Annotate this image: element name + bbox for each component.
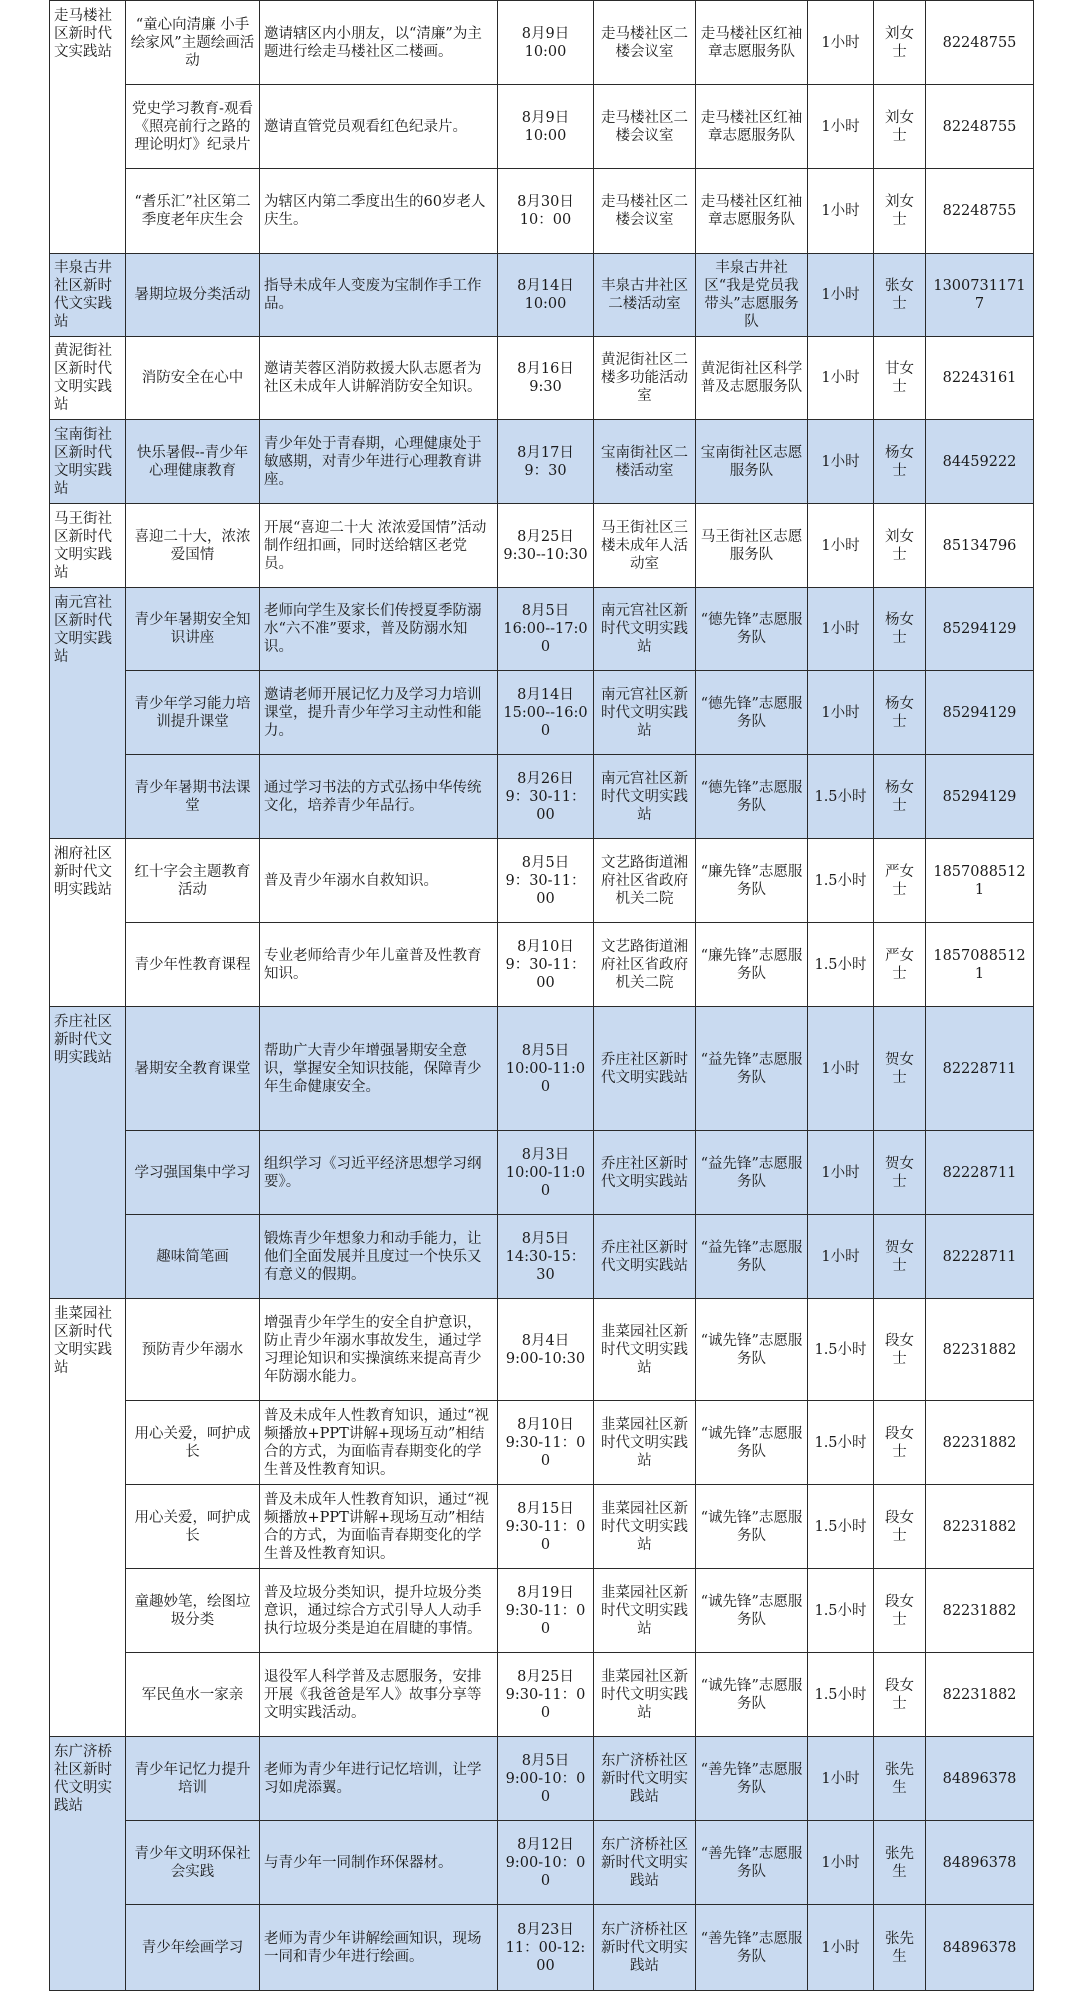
duration-cell: 1.5小时 xyxy=(808,1401,874,1485)
location-cell: 走马楼社区二楼会议室 xyxy=(594,1,696,85)
table-row xyxy=(50,1215,1034,1299)
table-row xyxy=(50,1737,1034,1821)
description-cell: 老师为青少年讲解绘画知识，现场一同和青少年进行绘画。 xyxy=(260,1905,498,1991)
team-cell: “善先锋”志愿服务队 xyxy=(696,1737,808,1821)
duration-cell: 1.5小时 xyxy=(808,839,874,923)
time-cell: 8月4日 9:00-10:30 xyxy=(498,1299,594,1401)
time-cell: 8月25日 9:30--10:30 xyxy=(498,504,594,588)
team-cell: “诚先锋”志愿服务队 xyxy=(696,1401,808,1485)
location-cell: 文艺路街道湘府社区省政府机关二院 xyxy=(594,923,696,1007)
description-cell: 组织学习《习近平经济思想学习纲要》。 xyxy=(260,1131,498,1215)
site-name-cell: 韭菜园社区新时代文明实践站 xyxy=(50,1299,126,1737)
activity-cell: 消防安全在心中 xyxy=(126,337,260,420)
description-cell: 开展“喜迎二十大 浓浓爱国情”活动制作纽扣画，同时送给辖区老党员。 xyxy=(260,504,498,588)
contact-cell: 段女士 xyxy=(874,1401,926,1485)
duration-cell: 1.5小时 xyxy=(808,1299,874,1401)
table-row xyxy=(50,755,1034,839)
table-row xyxy=(50,588,1034,671)
duration-cell: 1.5小时 xyxy=(808,1653,874,1737)
time-cell: 8月23日 11：00-12:00 xyxy=(498,1905,594,1991)
table-row xyxy=(50,1007,1034,1131)
location-cell: 韭菜园社区新时代文明实践站 xyxy=(594,1485,696,1569)
team-cell: “廉先锋”志愿服务队 xyxy=(696,839,808,923)
table-row xyxy=(50,420,1034,504)
description-cell: 通过学习书法的方式弘扬中华传统文化，培养青少年品行。 xyxy=(260,755,498,839)
location-cell: 韭菜园社区新时代文明实践站 xyxy=(594,1653,696,1737)
team-cell: “益先锋”志愿服务队 xyxy=(696,1007,808,1131)
time-cell: 8月12日 9:00-10：00 xyxy=(498,1821,594,1905)
contact-cell: 段女士 xyxy=(874,1485,926,1569)
table-row xyxy=(50,1653,1034,1737)
team-cell: “廉先锋”志愿服务队 xyxy=(696,923,808,1007)
time-cell: 8月5日 10:00-11:00 xyxy=(498,1007,594,1131)
phone-cell: 82231882 xyxy=(926,1569,1034,1653)
time-cell: 8月3日 10:00-11:00 xyxy=(498,1131,594,1215)
table-row xyxy=(50,254,1034,337)
contact-cell: 张先生 xyxy=(874,1821,926,1905)
duration-cell: 1小时 xyxy=(808,504,874,588)
activity-cell: 学习强国集中学习 xyxy=(126,1131,260,1215)
activity-cell: 趣味简笔画 xyxy=(126,1215,260,1299)
activity-cell: 青少年记忆力提升培训 xyxy=(126,1737,260,1821)
activity-cell: 青少年暑期书法课堂 xyxy=(126,755,260,839)
team-cell: 走马楼社区红袖章志愿服务队 xyxy=(696,85,808,169)
phone-cell: 13007311717 xyxy=(926,254,1034,337)
activity-cell: 快乐暑假--青少年心理健康教育 xyxy=(126,420,260,504)
contact-cell: 刘女士 xyxy=(874,85,926,169)
activity-cell: 用心关爱，呵护成长 xyxy=(126,1485,260,1569)
time-cell: 8月26日 9：30-11：00 xyxy=(498,755,594,839)
description-cell: 邀请老师开展记忆力及学习力培训课堂，提升青少年学习主动性和能力。 xyxy=(260,671,498,755)
description-cell: 帮助广大青少年增强暑期安全意识，掌握安全知识技能，保障青少年生命健康安全。 xyxy=(260,1007,498,1131)
time-cell: 8月14日 10:00 xyxy=(498,254,594,337)
table-row xyxy=(50,504,1034,588)
description-cell: 锻炼青少年想象力和动手能力，让他们全面发展并且度过一个快乐又有意义的假期。 xyxy=(260,1215,498,1299)
duration-cell: 1小时 xyxy=(808,337,874,420)
duration-cell: 1.5小时 xyxy=(808,755,874,839)
contact-cell: 刘女士 xyxy=(874,169,926,254)
duration-cell: 1小时 xyxy=(808,1215,874,1299)
table-row xyxy=(50,1131,1034,1215)
description-cell: 老师为青少年进行记忆培训，让学习如虎添翼。 xyxy=(260,1737,498,1821)
description-cell: 指导未成年人变废为宝制作手工作品。 xyxy=(260,254,498,337)
activity-cell: 青少年绘画学习 xyxy=(126,1905,260,1991)
site-name-cell: 宝南街社区新时代文明实践站 xyxy=(50,420,126,504)
activity-cell: 军民鱼水一家亲 xyxy=(126,1653,260,1737)
activity-cell: 党史学习教育-观看《照亮前行之路的理论明灯》纪录片 xyxy=(126,85,260,169)
contact-cell: 严女士 xyxy=(874,839,926,923)
time-cell: 8月16日 9:30 xyxy=(498,337,594,420)
site-name-cell: 东广济桥社区新时代文明实践站 xyxy=(50,1737,126,1991)
site-name-cell: 乔庄社区新时代文明实践站 xyxy=(50,1007,126,1299)
location-cell: 韭菜园社区新时代文明实践站 xyxy=(594,1299,696,1401)
location-cell: 文艺路街道湘府社区省政府机关二院 xyxy=(594,839,696,923)
contact-cell: 贺女士 xyxy=(874,1007,926,1131)
team-cell: “德先锋”志愿服务队 xyxy=(696,588,808,671)
team-cell: “诚先锋”志愿服务队 xyxy=(696,1653,808,1737)
team-cell: “善先锋”志愿服务队 xyxy=(696,1821,808,1905)
description-cell: 邀请芙蓉区消防救援大队志愿者为社区未成年人讲解消防安全知识。 xyxy=(260,337,498,420)
activity-cell: 青少年性教育课程 xyxy=(126,923,260,1007)
table-row xyxy=(50,1299,1034,1401)
description-cell: 普及未成年人性教育知识，通过“视频播放+PPT讲解+现场互动”相结合的方式，为面临青春期变化的学生普及性教育知识。 xyxy=(260,1401,498,1485)
time-cell: 8月5日 16:00--17:00 xyxy=(498,588,594,671)
description-cell: 邀请辖区内小朋友，以“清廉”为主题进行绘走马楼社区二楼画。 xyxy=(260,1,498,85)
team-cell: “诚先锋”志愿服务队 xyxy=(696,1485,808,1569)
phone-cell: 18570885121 xyxy=(926,839,1034,923)
activity-cell: 青少年文明环保社会实践 xyxy=(126,1821,260,1905)
contact-cell: 段女士 xyxy=(874,1299,926,1401)
description-cell: 专业老师给青少年儿童普及性教育知识。 xyxy=(260,923,498,1007)
activity-cell: 红十字会主题教育活动 xyxy=(126,839,260,923)
duration-cell: 1小时 xyxy=(808,254,874,337)
table-body xyxy=(50,1,1034,1991)
description-cell: 普及垃圾分类知识，提升垃圾分类意识，通过综合方式引导人人动手执行垃圾分类是迫在眉睫的事情。 xyxy=(260,1569,498,1653)
activity-cell: “童心向清廉 小手绘家风”主题绘画活动 xyxy=(126,1,260,85)
contact-cell: 杨女士 xyxy=(874,588,926,671)
site-name-cell: 马王街社区新时代文明实践站 xyxy=(50,504,126,588)
site-name-cell: 湘府社区新时代文明实践站 xyxy=(50,839,126,1007)
team-cell: “善先锋”志愿服务队 xyxy=(696,1905,808,1991)
location-cell: 韭菜园社区新时代文明实践站 xyxy=(594,1569,696,1653)
location-cell: 宝南街社区二楼活动室 xyxy=(594,420,696,504)
phone-cell: 82248755 xyxy=(926,169,1034,254)
table-row xyxy=(50,337,1034,420)
contact-cell: 贺女士 xyxy=(874,1131,926,1215)
phone-cell: 85294129 xyxy=(926,671,1034,755)
phone-cell: 84896378 xyxy=(926,1905,1034,1991)
table-row xyxy=(50,923,1034,1007)
activity-schedule-table xyxy=(49,0,1034,1991)
description-cell: 退役军人科学普及志愿服务，安排开展《我爸爸是军人》故事分享等文明实践活动。 xyxy=(260,1653,498,1737)
location-cell: 南元宫社区新时代文明实践站 xyxy=(594,755,696,839)
time-cell: 8月30日 10：00 xyxy=(498,169,594,254)
team-cell: “诚先锋”志愿服务队 xyxy=(696,1569,808,1653)
phone-cell: 85294129 xyxy=(926,755,1034,839)
contact-cell: 杨女士 xyxy=(874,755,926,839)
activity-cell: 暑期安全教育课堂 xyxy=(126,1007,260,1131)
team-cell: “德先锋”志愿服务队 xyxy=(696,671,808,755)
team-cell: 宝南街社区志愿服务队 xyxy=(696,420,808,504)
location-cell: 南元宫社区新时代文明实践站 xyxy=(594,588,696,671)
duration-cell: 1小时 xyxy=(808,1905,874,1991)
description-cell: 邀请直管党员观看红色纪录片。 xyxy=(260,85,498,169)
phone-cell: 85134796 xyxy=(926,504,1034,588)
contact-cell: 刘女士 xyxy=(874,1,926,85)
table-row xyxy=(50,1905,1034,1991)
activity-cell: 预防青少年溺水 xyxy=(126,1299,260,1401)
phone-cell: 82228711 xyxy=(926,1215,1034,1299)
phone-cell: 82231882 xyxy=(926,1299,1034,1401)
duration-cell: 1小时 xyxy=(808,1737,874,1821)
description-cell: 普及未成年人性教育知识，通过“视频播放+PPT讲解+现场互动”相结合的方式，为面临青春期变化的学生普及性教育知识。 xyxy=(260,1485,498,1569)
phone-cell: 82231882 xyxy=(926,1653,1034,1737)
site-name-cell: 黄泥街社区新时代文明实践站 xyxy=(50,337,126,420)
contact-cell: 甘女士 xyxy=(874,337,926,420)
activity-cell: 暑期垃圾分类活动 xyxy=(126,254,260,337)
contact-cell: 刘女士 xyxy=(874,504,926,588)
time-cell: 8月14日 15:00--16:00 xyxy=(498,671,594,755)
phone-cell: 82248755 xyxy=(926,1,1034,85)
phone-cell: 18570885121 xyxy=(926,923,1034,1007)
location-cell: 黄泥街社区二楼多功能活动室 xyxy=(594,337,696,420)
phone-cell: 82228711 xyxy=(926,1131,1034,1215)
phone-cell: 82248755 xyxy=(926,85,1034,169)
time-cell: 8月5日 9:00-10：00 xyxy=(498,1737,594,1821)
description-cell: 老师向学生及家长们传授夏季防溺水“六不准”要求，普及防溺水知识。 xyxy=(260,588,498,671)
team-cell: 丰泉古井社区“我是党员我带头”志愿服务队 xyxy=(696,254,808,337)
activity-cell: 童趣妙笔，绘图垃圾分类 xyxy=(126,1569,260,1653)
duration-cell: 1小时 xyxy=(808,420,874,504)
activity-cell: “耆乐汇”社区第二季度老年庆生会 xyxy=(126,169,260,254)
team-cell: 黄泥街社区科学普及志愿服务队 xyxy=(696,337,808,420)
duration-cell: 1小时 xyxy=(808,1131,874,1215)
duration-cell: 1小时 xyxy=(808,85,874,169)
location-cell: 乔庄社区新时代文明实践站 xyxy=(594,1131,696,1215)
time-cell: 8月19日 9:30-11：00 xyxy=(498,1569,594,1653)
location-cell: 东广济桥社区新时代文明实践站 xyxy=(594,1737,696,1821)
duration-cell: 1.5小时 xyxy=(808,1485,874,1569)
phone-cell: 84896378 xyxy=(926,1821,1034,1905)
team-cell: 马王街社区志愿服务队 xyxy=(696,504,808,588)
table-row xyxy=(50,671,1034,755)
phone-cell: 84896378 xyxy=(926,1737,1034,1821)
location-cell: 东广济桥社区新时代文明实践站 xyxy=(594,1905,696,1991)
description-cell: 增强青少年学生的安全自护意识，防止青少年溺水事故发生，通过学习理论知识和实操演练来提高青少年防溺水能力。 xyxy=(260,1299,498,1401)
contact-cell: 严女士 xyxy=(874,923,926,1007)
time-cell: 8月9日 10:00 xyxy=(498,85,594,169)
description-cell: 普及青少年溺水自救知识。 xyxy=(260,839,498,923)
contact-cell: 张女士 xyxy=(874,254,926,337)
location-cell: 乔庄社区新时代文明实践站 xyxy=(594,1215,696,1299)
activity-cell: 喜迎二十大，浓浓爱国情 xyxy=(126,504,260,588)
contact-cell: 贺女士 xyxy=(874,1215,926,1299)
phone-cell: 82231882 xyxy=(926,1401,1034,1485)
site-name-cell: 丰泉古井社区新时代文实践站 xyxy=(50,254,126,337)
time-cell: 8月15日 9:30-11：00 xyxy=(498,1485,594,1569)
contact-cell: 杨女士 xyxy=(874,671,926,755)
table-row xyxy=(50,85,1034,169)
location-cell: 韭菜园社区新时代文明实践站 xyxy=(594,1401,696,1485)
time-cell: 8月5日 14:30-15：30 xyxy=(498,1215,594,1299)
team-cell: “益先锋”志愿服务队 xyxy=(696,1215,808,1299)
time-cell: 8月25日 9:30-11：00 xyxy=(498,1653,594,1737)
team-cell: 走马楼社区红袖章志愿服务队 xyxy=(696,1,808,85)
table-row xyxy=(50,1821,1034,1905)
time-cell: 8月10日 9：30-11：00 xyxy=(498,923,594,1007)
duration-cell: 1小时 xyxy=(808,1821,874,1905)
table-row xyxy=(50,1569,1034,1653)
phone-cell: 82243161 xyxy=(926,337,1034,420)
table-row xyxy=(50,839,1034,923)
duration-cell: 1小时 xyxy=(808,169,874,254)
description-cell: 与青少年一同制作环保器材。 xyxy=(260,1821,498,1905)
time-cell: 8月10日 9:30-11：00 xyxy=(498,1401,594,1485)
activity-cell: 青少年暑期安全知识讲座 xyxy=(126,588,260,671)
contact-cell: 张先生 xyxy=(874,1737,926,1821)
location-cell: 马王街社区三楼未成年人活动室 xyxy=(594,504,696,588)
time-cell: 8月5日 9：30-11：00 xyxy=(498,839,594,923)
table-row xyxy=(50,1485,1034,1569)
team-cell: “德先锋”志愿服务队 xyxy=(696,755,808,839)
location-cell: 乔庄社区新时代文明实践站 xyxy=(594,1007,696,1131)
phone-cell: 82228711 xyxy=(926,1007,1034,1131)
location-cell: 走马楼社区二楼会议室 xyxy=(594,85,696,169)
team-cell: “诚先锋”志愿服务队 xyxy=(696,1299,808,1401)
duration-cell: 1小时 xyxy=(808,671,874,755)
phone-cell: 85294129 xyxy=(926,588,1034,671)
location-cell: 丰泉古井社区二楼活动室 xyxy=(594,254,696,337)
duration-cell: 1小时 xyxy=(808,1007,874,1131)
contact-cell: 张先生 xyxy=(874,1905,926,1991)
table-row xyxy=(50,169,1034,254)
activity-cell: 青少年学习能力培训提升课堂 xyxy=(126,671,260,755)
description-cell: 为辖区内第二季度出生的60岁老人庆生。 xyxy=(260,169,498,254)
phone-cell: 82231882 xyxy=(926,1485,1034,1569)
team-cell: 走马楼社区红袖章志愿服务队 xyxy=(696,169,808,254)
location-cell: 东广济桥社区新时代文明实践站 xyxy=(594,1821,696,1905)
duration-cell: 1小时 xyxy=(808,1,874,85)
site-name-cell: 南元宫社区新时代文明实践站 xyxy=(50,588,126,839)
phone-cell: 84459222 xyxy=(926,420,1034,504)
contact-cell: 杨女士 xyxy=(874,420,926,504)
location-cell: 走马楼社区二楼会议室 xyxy=(594,169,696,254)
contact-cell: 段女士 xyxy=(874,1569,926,1653)
table-row xyxy=(50,1401,1034,1485)
duration-cell: 1.5小时 xyxy=(808,1569,874,1653)
duration-cell: 1.5小时 xyxy=(808,923,874,1007)
duration-cell: 1小时 xyxy=(808,588,874,671)
site-name-cell: 走马楼社区新时代文实践站 xyxy=(50,1,126,254)
time-cell: 8月17日 9：30 xyxy=(498,420,594,504)
time-cell: 8月9日 10:00 xyxy=(498,1,594,85)
contact-cell: 段女士 xyxy=(874,1653,926,1737)
description-cell: 青少年处于青春期，心理健康处于敏感期，对青少年进行心理教育讲座。 xyxy=(260,420,498,504)
team-cell: “益先锋”志愿服务队 xyxy=(696,1131,808,1215)
activity-cell: 用心关爱，呵护成长 xyxy=(126,1401,260,1485)
table-row xyxy=(50,1,1034,85)
location-cell: 南元宫社区新时代文明实践站 xyxy=(594,671,696,755)
